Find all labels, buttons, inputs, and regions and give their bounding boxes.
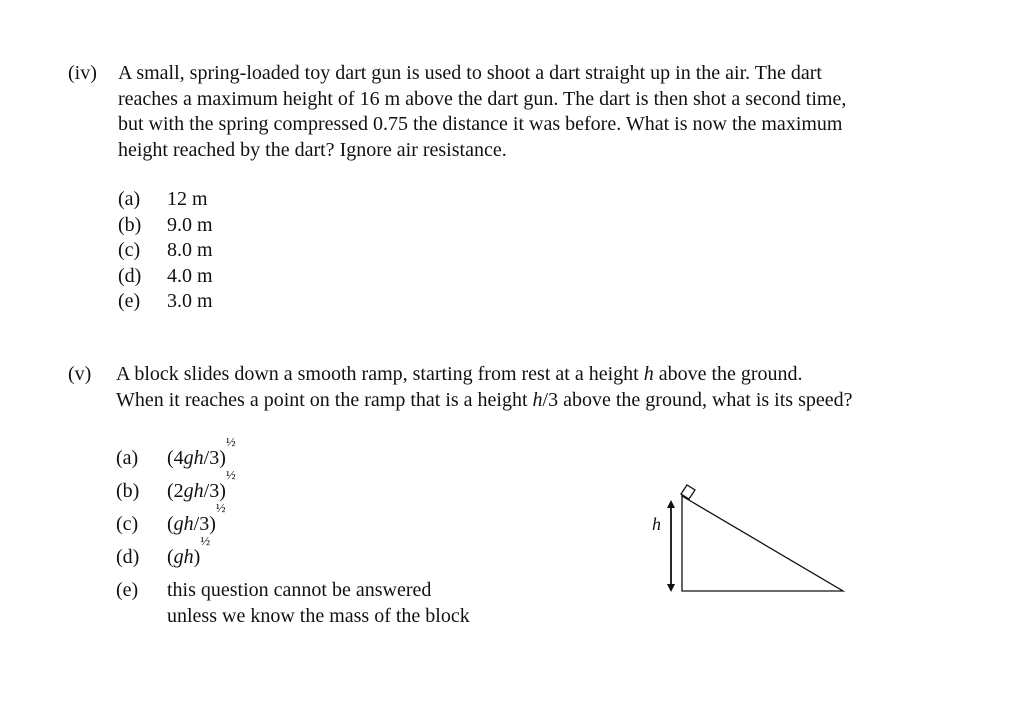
text-run: /3 above the ground, what is its speed? xyxy=(542,388,853,411)
option-letter: (e) xyxy=(118,290,141,312)
formula-close: /3) xyxy=(193,513,216,535)
ramp-diagram xyxy=(640,478,860,598)
height-label: h xyxy=(652,514,661,534)
text-run: above the ground. xyxy=(653,363,803,385)
formula-variable: gh xyxy=(183,447,204,469)
option-text: 9.0 m xyxy=(167,213,213,236)
question-iv-line: A small, spring-loaded toy dart gun is used to shoot a dart straight up in the air. The dart xyxy=(118,62,822,84)
option-formula xyxy=(167,533,211,571)
option-text: 3.0 m xyxy=(167,290,213,312)
option-letter: (d) xyxy=(118,264,142,287)
ramp-triangle xyxy=(682,496,843,591)
option-letter: (e) xyxy=(116,579,139,601)
formula-variable: gh xyxy=(173,546,194,568)
formula-close: /3) xyxy=(203,480,226,502)
option-letter: (b) xyxy=(118,213,142,236)
formula-exponent: ½ xyxy=(225,467,236,482)
formula-exponent: ½ xyxy=(200,533,211,548)
option-formula xyxy=(167,500,226,538)
option-letter: (b) xyxy=(116,480,140,502)
formula-open: (2 xyxy=(167,480,184,502)
question-iv-line: reaches a maximum height of 16 m above the dart gun. The dart is then shot a second time, xyxy=(118,87,847,110)
question-iv-line: but with the spring compressed 0.75 the distance it was before. What is now the maximum xyxy=(118,113,843,135)
option-text: 12 m xyxy=(167,188,208,210)
formula-variable: gh xyxy=(183,480,204,502)
formula-exponent: ½ xyxy=(215,500,226,515)
formula-close: /3) xyxy=(203,447,226,469)
option-letter: (d) xyxy=(116,546,140,568)
option-text: 4.0 m xyxy=(167,264,213,287)
option-text-line: unless we know the mass of the block xyxy=(167,604,470,627)
option-letter: (a) xyxy=(116,447,139,469)
option-text-line: this question cannot be answered xyxy=(167,579,432,601)
text-run: A block slides down a smooth ramp, starting from rest at a height xyxy=(116,363,644,385)
formula-close: ) xyxy=(193,546,201,568)
question-v-number: (v) xyxy=(68,363,92,385)
option-letter: (c) xyxy=(116,513,139,535)
question-v-text xyxy=(116,362,852,413)
question-v-line xyxy=(116,362,852,388)
formula-variable: gh xyxy=(173,513,194,535)
option-letter: (a) xyxy=(118,188,141,210)
option-text: 8.0 m xyxy=(167,239,213,261)
formula-open: ( xyxy=(167,546,174,568)
question-iv-number: (iv) xyxy=(68,62,97,84)
formula-open: ( xyxy=(167,513,174,535)
formula-exponent: ½ xyxy=(225,434,236,449)
question-v-line xyxy=(116,388,852,414)
question-iv-line: height reached by the dart? Ignore air resistance. xyxy=(118,138,507,161)
formula-open: (4 xyxy=(167,447,184,469)
question-iv-text xyxy=(118,61,846,163)
text-run: When it reaches a point on the ramp that is a height xyxy=(116,388,533,411)
variable-h: h xyxy=(532,388,543,411)
variable-h: h xyxy=(643,363,654,385)
option-letter: (c) xyxy=(118,239,141,261)
option-text xyxy=(167,578,470,629)
